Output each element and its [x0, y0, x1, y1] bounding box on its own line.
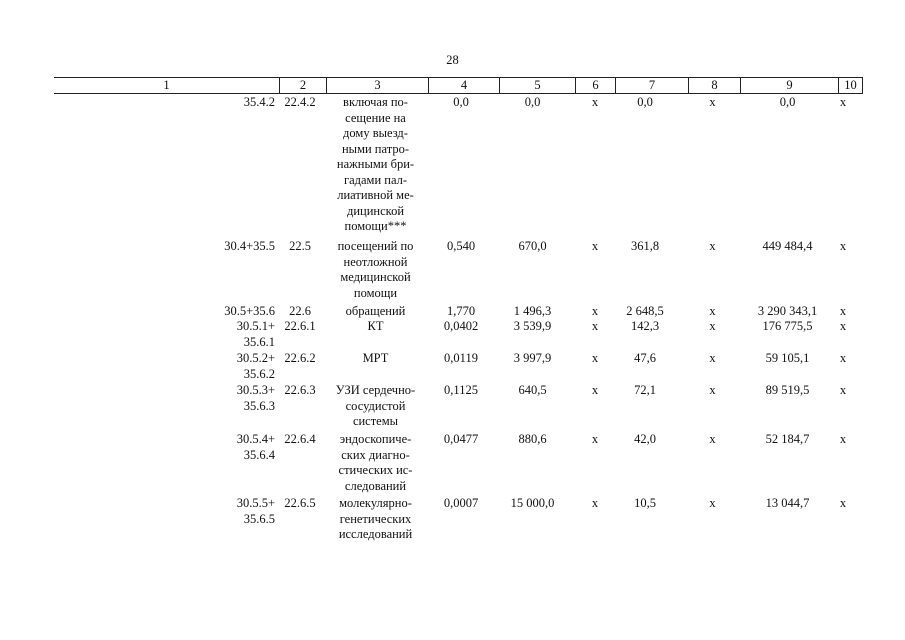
column-header-7: 7 — [615, 78, 688, 93]
cell-value-9: 176 775,5 — [762, 319, 813, 333]
cell-text: сещение на — [345, 110, 406, 125]
cell-value-9: 89 519,5 — [765, 383, 810, 397]
column-header-4: 4 — [428, 78, 499, 93]
cell-value-8: х — [709, 432, 716, 446]
cell-text: гадами пал- — [343, 172, 408, 187]
cell-code-2: 22.4.2 — [284, 95, 316, 109]
cell-value-10: х — [839, 95, 847, 109]
cell-text: сосудистой — [345, 398, 406, 413]
cell-value-7: 47,6 — [634, 351, 656, 365]
cell-value-9: 59 105,1 — [765, 351, 810, 365]
cell-value-9: 52 184,7 — [765, 432, 810, 446]
cell-text: исследований — [338, 527, 413, 541]
cell-text: следований — [344, 478, 407, 493]
column-header-8: 8 — [688, 78, 740, 93]
cell-text: ских диагно- — [341, 447, 410, 462]
cell-text: 30.5.2+ — [236, 351, 275, 365]
cell-text: 35.6.2 — [243, 366, 275, 381]
cell-text: 35.6.1 — [243, 334, 275, 349]
cell-code-2: 22.6.3 — [284, 383, 316, 397]
cell-code-1 — [205, 95, 275, 111]
cell-value-10: х — [839, 432, 847, 446]
cell-value-10: х — [839, 383, 847, 397]
column-header-10: 10 — [838, 78, 863, 93]
cell-value-4: 0,540 — [446, 239, 476, 253]
column-header-1: 1 — [163, 78, 170, 92]
cell-code-1 — [205, 496, 275, 527]
cell-value-4: 0,0 — [453, 95, 469, 109]
cell-text: включая по- — [343, 95, 408, 109]
cell-code-1 — [205, 351, 275, 382]
cell-text: дицинской — [346, 203, 405, 218]
cell-value-10: х — [839, 496, 847, 510]
cell-value-7: 2 648,5 — [626, 304, 664, 318]
cell-value-10: х — [839, 351, 847, 365]
cell-value-7: 142,3 — [630, 319, 660, 333]
cell-code-2: 22.6.4 — [284, 432, 316, 446]
cell-value-4: 0,0007 — [443, 496, 479, 510]
cell-value-5: 15 000,0 — [510, 496, 555, 510]
cell-text: 35.6.4 — [243, 447, 275, 462]
cell-description — [328, 304, 423, 320]
cell-value-10: х — [839, 319, 847, 333]
cell-text: нажными бри- — [336, 157, 415, 171]
cell-value-7: 42,0 — [634, 432, 656, 446]
cell-value-10: х — [839, 304, 847, 318]
cell-text: медицинской — [340, 270, 411, 284]
cell-text: 35.6.5 — [243, 511, 275, 526]
page-number: 28 — [446, 53, 459, 67]
cell-value-5: 3 539,9 — [513, 319, 552, 333]
cell-value-6: х — [591, 432, 599, 446]
cell-value-9: 3 290 343,1 — [757, 304, 818, 318]
cell-value-7: 72,1 — [634, 383, 656, 397]
cell-value-5: 640,5 — [518, 383, 547, 397]
cell-text: МРТ — [362, 351, 389, 365]
cell-value-8: х — [709, 383, 716, 397]
cell-text: обращений — [345, 304, 406, 318]
cell-code-1 — [205, 383, 275, 414]
column-header-5: 5 — [499, 78, 575, 93]
table-header — [54, 77, 863, 94]
cell-code-1 — [205, 239, 275, 255]
cell-value-6: х — [591, 496, 599, 510]
cell-value-6: х — [591, 383, 599, 397]
cell-text: КТ — [367, 319, 384, 333]
cell-code-2: 22.6.2 — [284, 351, 316, 365]
cell-value-6: х — [591, 351, 599, 365]
cell-text: стических ис- — [338, 463, 413, 477]
cell-value-8: х — [709, 319, 716, 333]
column-header-3: 3 — [326, 78, 428, 93]
cell-value-5: 0,0 — [524, 95, 541, 109]
cell-text: 35.4.2 — [243, 95, 275, 109]
cell-text: лиативной ме- — [337, 188, 414, 202]
cell-value-7: 10,5 — [634, 496, 656, 510]
cell-value-4: 0,1125 — [444, 383, 478, 397]
cell-value-8: х — [709, 351, 716, 365]
cell-text: 30.5+35.6 — [224, 304, 275, 318]
cell-text: генетических — [339, 511, 412, 526]
cell-value-5: 670,0 — [518, 239, 547, 253]
cell-value-7: 361,8 — [630, 239, 660, 253]
cell-text: 30.5.5+ — [236, 496, 275, 510]
cell-text: неотложной — [343, 254, 408, 269]
cell-value-8: х — [709, 496, 716, 510]
cell-code-1 — [205, 319, 275, 350]
cell-description — [328, 383, 423, 430]
cell-code-2: 22.6 — [289, 304, 311, 318]
cell-text: 35.6.3 — [243, 398, 275, 413]
cell-text: 30.5.4+ — [236, 432, 275, 446]
cell-code-2: 22.5 — [289, 239, 311, 253]
cell-text: помощи*** — [344, 219, 407, 233]
cell-value-4: 0,0477 — [443, 432, 479, 446]
cell-value-5: 3 997,9 — [513, 351, 552, 365]
cell-value-9: 449 484,4 — [762, 239, 813, 253]
column-header-2: 2 — [279, 78, 326, 93]
cell-value-5: 880,6 — [518, 432, 547, 446]
cell-text: эндоскопиче- — [339, 432, 412, 446]
cell-value-6: х — [591, 319, 599, 333]
cell-text: молекулярно- — [339, 496, 412, 510]
cell-description — [328, 496, 423, 543]
cell-value-9: 13 044,7 — [765, 496, 810, 510]
cell-value-9: 0,0 — [779, 95, 796, 109]
cell-value-6: х — [591, 95, 599, 109]
cell-text: посещений по — [337, 239, 414, 253]
cell-description — [328, 432, 423, 494]
cell-value-4: 0,0119 — [444, 351, 478, 365]
cell-value-6: х — [591, 239, 599, 253]
cell-description — [328, 239, 423, 301]
cell-code-1 — [205, 432, 275, 463]
cell-description — [328, 95, 423, 235]
cell-text: 30.5.1+ — [236, 319, 275, 333]
cell-value-7: 0,0 — [637, 95, 653, 109]
column-header-9: 9 — [740, 78, 838, 93]
cell-text: системы — [352, 414, 399, 428]
cell-value-4: 0,0402 — [443, 319, 479, 333]
cell-value-10: х — [839, 239, 847, 253]
cell-text: 30.5.3+ — [236, 383, 275, 397]
cell-text: дому выезд- — [343, 126, 408, 140]
cell-value-6: х — [591, 304, 599, 318]
cell-text: УЗИ сердечно- — [335, 383, 416, 397]
cell-value-5: 1 496,3 — [513, 304, 552, 318]
cell-description — [328, 351, 423, 367]
cell-description — [328, 319, 423, 335]
cell-value-8: х — [709, 304, 716, 318]
cell-value-8: х — [709, 239, 716, 253]
cell-value-8: х — [709, 95, 716, 109]
cell-text: ными патро- — [341, 141, 409, 156]
cell-code-2: 22.6.5 — [284, 496, 316, 510]
cell-code-1 — [205, 304, 275, 320]
cell-code-2: 22.6.1 — [284, 319, 316, 333]
column-header-6: 6 — [575, 78, 615, 93]
cell-text: помощи — [353, 285, 398, 300]
cell-text: 30.4+35.5 — [224, 239, 275, 253]
cell-value-4: 1,770 — [446, 304, 476, 318]
